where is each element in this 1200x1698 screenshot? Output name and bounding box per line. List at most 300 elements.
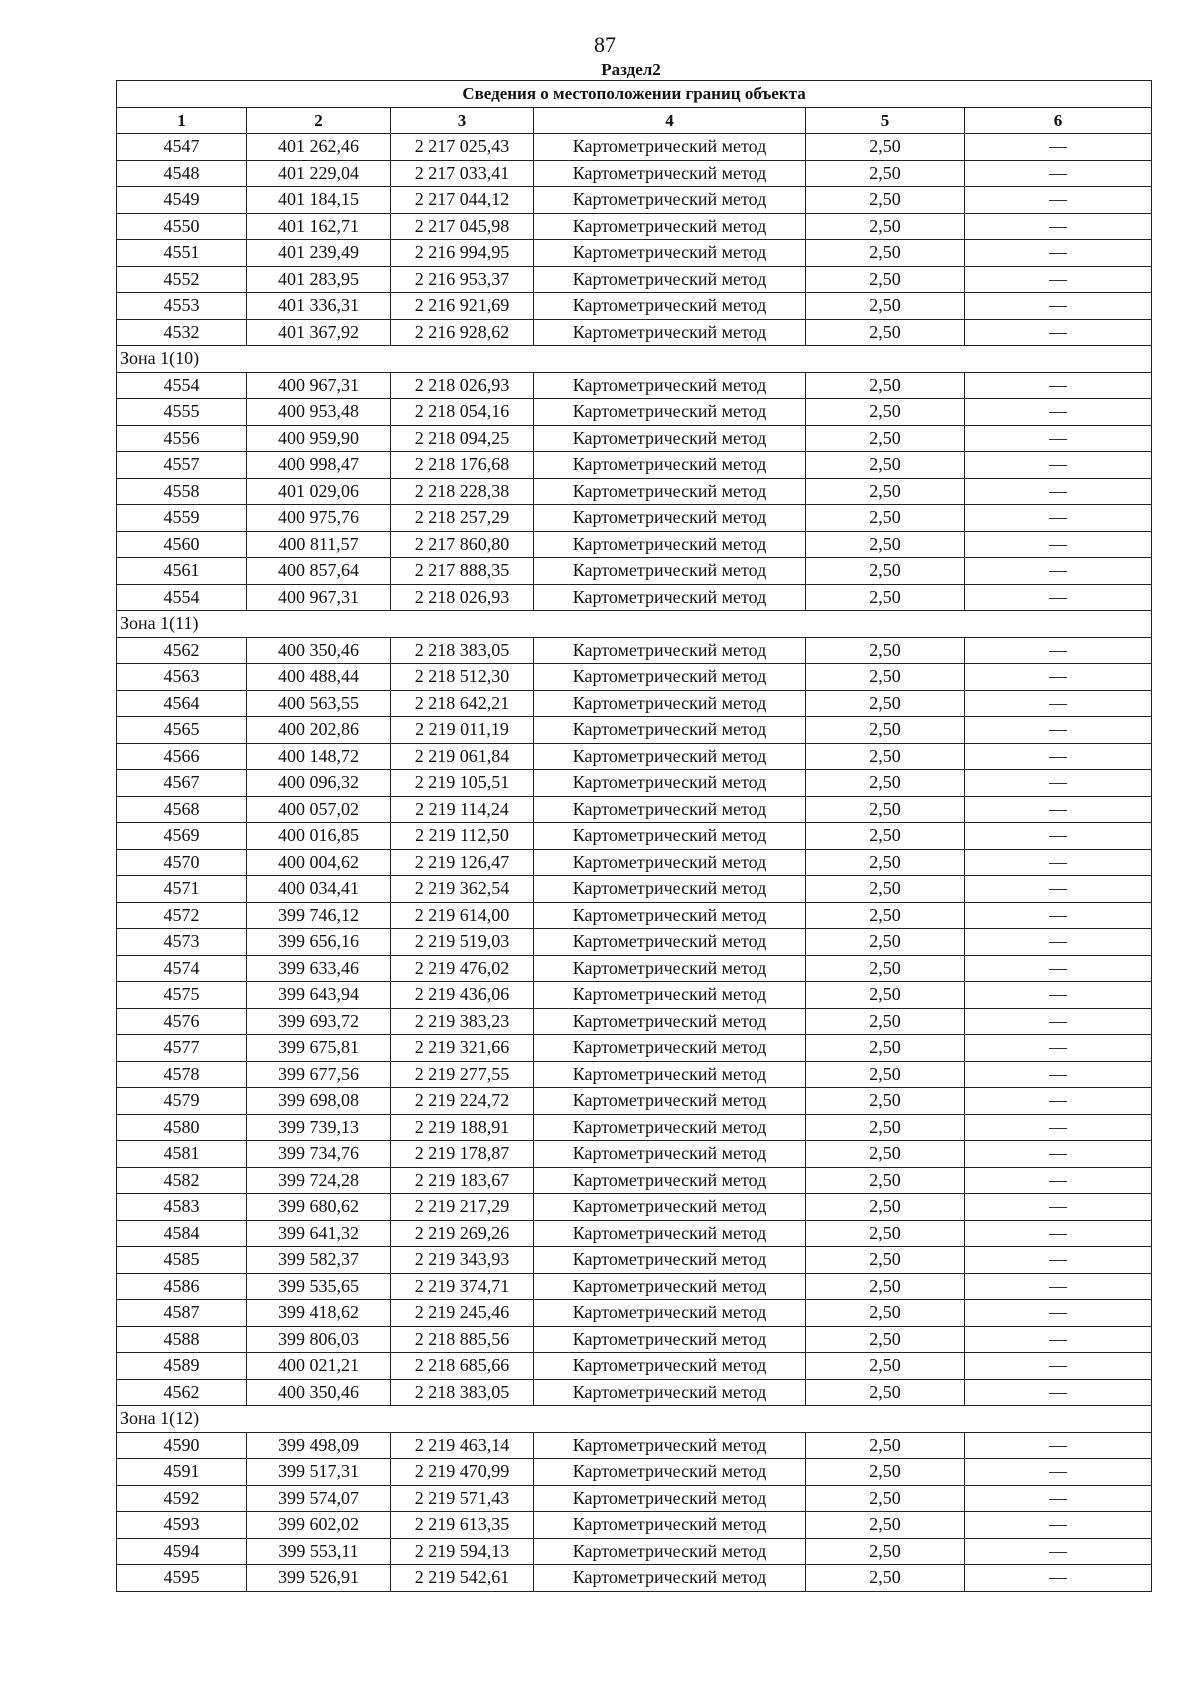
table-row [117, 982, 1152, 1009]
coord-x-cell: 399 517,31 [247, 1459, 391, 1486]
description-cell: — [965, 743, 1152, 770]
description-cell: — [965, 266, 1152, 293]
point-number-cell: 4549 [117, 187, 247, 214]
accuracy-cell: 2,50 [806, 1485, 965, 1512]
description-cell: — [965, 902, 1152, 929]
method-cell: Картометрический метод [534, 770, 806, 797]
table-row [117, 399, 1152, 426]
coord-y-cell: 2 219 383,23 [391, 1008, 534, 1035]
coord-x-cell: 399 746,12 [247, 902, 391, 929]
coord-x-cell: 399 698,08 [247, 1088, 391, 1115]
table-row [117, 823, 1152, 850]
coord-y-cell: 2 219 061,84 [391, 743, 534, 770]
table-row [117, 319, 1152, 346]
accuracy-cell: 2,50 [806, 929, 965, 956]
coord-x-cell: 399 574,07 [247, 1485, 391, 1512]
point-number-cell: 4570 [117, 849, 247, 876]
description-cell: — [965, 664, 1152, 691]
point-number-cell: 4579 [117, 1088, 247, 1115]
point-number-cell: 4559 [117, 505, 247, 532]
coord-x-cell: 399 643,94 [247, 982, 391, 1009]
method-cell: Картометрический метод [534, 452, 806, 479]
table-row [117, 1194, 1152, 1221]
table-row [117, 1432, 1152, 1459]
method-cell: Картометрический метод [534, 1353, 806, 1380]
method-cell: Картометрический метод [534, 1061, 806, 1088]
description-cell: — [965, 160, 1152, 187]
coord-y-cell: 2 219 463,14 [391, 1432, 534, 1459]
point-number-cell: 4585 [117, 1247, 247, 1274]
coord-y-cell: 2 216 928,62 [391, 319, 534, 346]
coord-y-cell: 2 219 114,24 [391, 796, 534, 823]
table-row [117, 690, 1152, 717]
coord-y-cell: 2 217 045,98 [391, 213, 534, 240]
accuracy-cell: 2,50 [806, 1167, 965, 1194]
point-number-cell: 4554 [117, 372, 247, 399]
coordinates-table [116, 80, 1152, 1592]
description-cell: — [965, 1326, 1152, 1353]
point-number-cell: 4548 [117, 160, 247, 187]
column-header-5: 5 [806, 108, 965, 134]
table-row [117, 160, 1152, 187]
method-cell: Картометрический метод [534, 425, 806, 452]
description-cell: — [965, 1512, 1152, 1539]
coord-y-cell: 2 217 033,41 [391, 160, 534, 187]
accuracy-cell: 2,50 [806, 955, 965, 982]
accuracy-cell: 2,50 [806, 134, 965, 161]
coord-y-cell: 2 218 642,21 [391, 690, 534, 717]
description-cell: — [965, 717, 1152, 744]
point-number-cell: 4557 [117, 452, 247, 479]
description-cell: — [965, 1379, 1152, 1406]
description-cell: — [965, 1353, 1152, 1380]
coord-x-cell: 399 734,76 [247, 1141, 391, 1168]
accuracy-cell: 2,50 [806, 1008, 965, 1035]
coord-y-cell: 2 219 343,93 [391, 1247, 534, 1274]
table-row [117, 876, 1152, 903]
coord-x-cell: 401 283,95 [247, 266, 391, 293]
coord-y-cell: 2 219 011,19 [391, 717, 534, 744]
description-cell: — [965, 213, 1152, 240]
table-body [117, 134, 1152, 1592]
method-cell: Картометрический метод [534, 1432, 806, 1459]
coord-x-cell: 399 582,37 [247, 1247, 391, 1274]
coord-x-cell: 400 202,86 [247, 717, 391, 744]
table-row [117, 1300, 1152, 1327]
accuracy-cell: 2,50 [806, 319, 965, 346]
description-cell: — [965, 558, 1152, 585]
method-cell: Картометрический метод [534, 1300, 806, 1327]
coord-x-cell: 399 602,02 [247, 1512, 391, 1539]
coord-y-cell: 2 217 025,43 [391, 134, 534, 161]
method-cell: Картометрический метод [534, 505, 806, 532]
description-cell: — [965, 849, 1152, 876]
method-cell: Картометрический метод [534, 1220, 806, 1247]
table-row [117, 796, 1152, 823]
coord-x-cell: 399 724,28 [247, 1167, 391, 1194]
accuracy-cell: 2,50 [806, 1300, 965, 1327]
coord-y-cell: 2 218 383,05 [391, 637, 534, 664]
coord-x-cell: 399 498,09 [247, 1432, 391, 1459]
point-number-cell: 4591 [117, 1459, 247, 1486]
coord-y-cell: 2 218 512,30 [391, 664, 534, 691]
description-cell: — [965, 1220, 1152, 1247]
point-number-cell: 4564 [117, 690, 247, 717]
table-row [117, 1326, 1152, 1353]
point-number-cell: 4576 [117, 1008, 247, 1035]
point-number-cell: 4561 [117, 558, 247, 585]
coord-y-cell: 2 216 921,69 [391, 293, 534, 320]
description-cell: — [965, 1088, 1152, 1115]
point-number-cell: 4562 [117, 637, 247, 664]
point-number-cell: 4568 [117, 796, 247, 823]
coord-x-cell: 400 016,85 [247, 823, 391, 850]
method-cell: Картометрический метод [534, 187, 806, 214]
accuracy-cell: 2,50 [806, 372, 965, 399]
coord-y-cell: 2 218 026,93 [391, 584, 534, 611]
accuracy-cell: 2,50 [806, 770, 965, 797]
description-cell: — [965, 1194, 1152, 1221]
coord-x-cell: 401 229,04 [247, 160, 391, 187]
point-number-cell: 4574 [117, 955, 247, 982]
coord-y-cell: 2 217 888,35 [391, 558, 534, 585]
description-cell: — [965, 399, 1152, 426]
point-number-cell: 4593 [117, 1512, 247, 1539]
point-number-cell: 4560 [117, 531, 247, 558]
description-cell: — [965, 425, 1152, 452]
coord-x-cell: 400 998,47 [247, 452, 391, 479]
point-number-cell: 4590 [117, 1432, 247, 1459]
method-cell: Картометрический метод [534, 1194, 806, 1221]
coord-x-cell: 400 350,46 [247, 1379, 391, 1406]
table-row [117, 1565, 1152, 1592]
method-cell: Картометрический метод [534, 531, 806, 558]
coord-x-cell: 399 806,03 [247, 1326, 391, 1353]
table-row [117, 187, 1152, 214]
description-cell: — [965, 531, 1152, 558]
point-number-cell: 4551 [117, 240, 247, 267]
accuracy-cell: 2,50 [806, 160, 965, 187]
accuracy-cell: 2,50 [806, 1247, 965, 1274]
coord-x-cell: 400 811,57 [247, 531, 391, 558]
point-number-cell: 4565 [117, 717, 247, 744]
description-cell: — [965, 1485, 1152, 1512]
table-row [117, 1167, 1152, 1194]
coord-y-cell: 2 218 228,38 [391, 478, 534, 505]
column-header-3: 3 [391, 108, 534, 134]
accuracy-cell: 2,50 [806, 823, 965, 850]
coord-y-cell: 2 219 470,99 [391, 1459, 534, 1486]
coord-x-cell: 399 680,62 [247, 1194, 391, 1221]
coord-x-cell: 400 975,76 [247, 505, 391, 532]
coord-y-cell: 2 219 362,54 [391, 876, 534, 903]
description-cell: — [965, 690, 1152, 717]
point-number-cell: 4594 [117, 1538, 247, 1565]
method-cell: Картометрический метод [534, 955, 806, 982]
table-row [117, 770, 1152, 797]
table-row [117, 743, 1152, 770]
method-cell: Картометрический метод [534, 982, 806, 1009]
method-cell: Картометрический метод [534, 664, 806, 691]
page-number: 87 [594, 32, 616, 57]
description-cell: — [965, 240, 1152, 267]
accuracy-cell: 2,50 [806, 478, 965, 505]
description-cell: — [965, 1459, 1152, 1486]
table-row [117, 1485, 1152, 1512]
point-number-cell: 4584 [117, 1220, 247, 1247]
description-cell: — [965, 1167, 1152, 1194]
point-number-cell: 4562 [117, 1379, 247, 1406]
description-cell: — [965, 823, 1152, 850]
coord-y-cell: 2 219 224,72 [391, 1088, 534, 1115]
description-cell: — [965, 796, 1152, 823]
coord-y-cell: 2 219 614,00 [391, 902, 534, 929]
table-row [117, 1353, 1152, 1380]
column-header-4: 4 [534, 108, 806, 134]
description-cell: — [965, 187, 1152, 214]
zone-row [117, 1406, 1152, 1433]
point-number-cell: 4552 [117, 266, 247, 293]
table-row [117, 929, 1152, 956]
table-row [117, 478, 1152, 505]
table-row [117, 1088, 1152, 1115]
table-row [117, 955, 1152, 982]
method-cell: Картометрический метод [534, 849, 806, 876]
point-number-cell: 4572 [117, 902, 247, 929]
coord-x-cell: 401 029,06 [247, 478, 391, 505]
method-cell: Картометрический метод [534, 478, 806, 505]
accuracy-cell: 2,50 [806, 558, 965, 585]
point-number-cell: 4556 [117, 425, 247, 452]
coord-x-cell: 400 967,31 [247, 372, 391, 399]
accuracy-cell: 2,50 [806, 425, 965, 452]
accuracy-cell: 2,50 [806, 584, 965, 611]
coord-y-cell: 2 219 217,29 [391, 1194, 534, 1221]
accuracy-cell: 2,50 [806, 664, 965, 691]
table-row [117, 1459, 1152, 1486]
point-number-cell: 4580 [117, 1114, 247, 1141]
coord-y-cell: 2 219 188,91 [391, 1114, 534, 1141]
coord-y-cell: 2 218 885,56 [391, 1326, 534, 1353]
table-row [117, 134, 1152, 161]
table-row [117, 849, 1152, 876]
method-cell: Картометрический метод [534, 213, 806, 240]
coord-y-cell: 2 219 436,06 [391, 982, 534, 1009]
method-cell: Картометрический метод [534, 743, 806, 770]
table-row [117, 1512, 1152, 1539]
coord-x-cell: 400 857,64 [247, 558, 391, 585]
method-cell: Картометрический метод [534, 637, 806, 664]
coord-x-cell: 400 057,02 [247, 796, 391, 823]
method-cell: Картометрический метод [534, 266, 806, 293]
coord-x-cell: 400 967,31 [247, 584, 391, 611]
description-cell: — [965, 1273, 1152, 1300]
section-title: Раздел2 [601, 60, 661, 79]
table-title: Сведения о местоположении границ объекта [117, 81, 1152, 108]
method-cell: Картометрический метод [534, 160, 806, 187]
coord-x-cell: 400 034,41 [247, 876, 391, 903]
coord-y-cell: 2 218 257,29 [391, 505, 534, 532]
accuracy-cell: 2,50 [806, 982, 965, 1009]
method-cell: Картометрический метод [534, 558, 806, 585]
coord-x-cell: 399 418,62 [247, 1300, 391, 1327]
point-number-cell: 4558 [117, 478, 247, 505]
coord-y-cell: 2 219 571,43 [391, 1485, 534, 1512]
coord-y-cell: 2 219 277,55 [391, 1061, 534, 1088]
method-cell: Картометрический метод [534, 584, 806, 611]
table-row [117, 240, 1152, 267]
table-row [117, 1247, 1152, 1274]
accuracy-cell: 2,50 [806, 690, 965, 717]
table-row [117, 1114, 1152, 1141]
accuracy-cell: 2,50 [806, 1512, 965, 1539]
table-row [117, 1141, 1152, 1168]
method-cell: Картометрический метод [534, 1485, 806, 1512]
method-cell: Картометрический метод [534, 1538, 806, 1565]
coord-y-cell: 2 219 105,51 [391, 770, 534, 797]
description-cell: — [965, 478, 1152, 505]
table-row [117, 452, 1152, 479]
point-number-cell: 4581 [117, 1141, 247, 1168]
coord-y-cell: 2 217 860,80 [391, 531, 534, 558]
method-cell: Картометрический метод [534, 372, 806, 399]
accuracy-cell: 2,50 [806, 717, 965, 744]
coord-y-cell: 2 217 044,12 [391, 187, 534, 214]
method-cell: Картометрический метод [534, 823, 806, 850]
accuracy-cell: 2,50 [806, 1326, 965, 1353]
coord-y-cell: 2 218 176,68 [391, 452, 534, 479]
table-row [117, 505, 1152, 532]
coord-y-cell: 2 218 685,66 [391, 1353, 534, 1380]
description-cell: — [965, 293, 1152, 320]
coord-y-cell: 2 218 054,16 [391, 399, 534, 426]
column-header-6: 6 [965, 108, 1152, 134]
description-cell: — [965, 1035, 1152, 1062]
coord-x-cell: 401 184,15 [247, 187, 391, 214]
description-cell: — [965, 134, 1152, 161]
description-cell: — [965, 584, 1152, 611]
coord-y-cell: 2 219 519,03 [391, 929, 534, 956]
point-number-cell: 4563 [117, 664, 247, 691]
description-cell: — [965, 1247, 1152, 1274]
zone-label: Зона 1(12) [117, 1406, 1152, 1433]
point-number-cell: 4575 [117, 982, 247, 1009]
accuracy-cell: 2,50 [806, 743, 965, 770]
accuracy-cell: 2,50 [806, 1194, 965, 1221]
coord-y-cell: 2 218 383,05 [391, 1379, 534, 1406]
point-number-cell: 4588 [117, 1326, 247, 1353]
column-header-1: 1 [117, 108, 247, 134]
coord-y-cell: 2 219 245,46 [391, 1300, 534, 1327]
accuracy-cell: 2,50 [806, 531, 965, 558]
coord-x-cell: 401 162,71 [247, 213, 391, 240]
method-cell: Картометрический метод [534, 319, 806, 346]
method-cell: Картометрический метод [534, 796, 806, 823]
coord-x-cell: 400 096,32 [247, 770, 391, 797]
accuracy-cell: 2,50 [806, 266, 965, 293]
description-cell: — [965, 1432, 1152, 1459]
coord-y-cell: 2 219 321,66 [391, 1035, 534, 1062]
point-number-cell: 4587 [117, 1300, 247, 1327]
accuracy-cell: 2,50 [806, 213, 965, 240]
description-cell: — [965, 982, 1152, 1009]
accuracy-cell: 2,50 [806, 187, 965, 214]
description-cell: — [965, 1141, 1152, 1168]
coord-x-cell: 400 148,72 [247, 743, 391, 770]
method-cell: Картометрический метод [534, 1379, 806, 1406]
description-cell: — [965, 452, 1152, 479]
description-cell: — [965, 319, 1152, 346]
coord-x-cell: 399 677,56 [247, 1061, 391, 1088]
table-row [117, 902, 1152, 929]
point-number-cell: 4555 [117, 399, 247, 426]
coord-x-cell: 399 656,16 [247, 929, 391, 956]
table-row [117, 1220, 1152, 1247]
method-cell: Картометрический метод [534, 1512, 806, 1539]
point-number-cell: 4550 [117, 213, 247, 240]
point-number-cell: 4532 [117, 319, 247, 346]
coord-x-cell: 399 739,13 [247, 1114, 391, 1141]
table-row [117, 425, 1152, 452]
accuracy-cell: 2,50 [806, 637, 965, 664]
coord-x-cell: 399 633,46 [247, 955, 391, 982]
coord-x-cell: 400 488,44 [247, 664, 391, 691]
accuracy-cell: 2,50 [806, 505, 965, 532]
accuracy-cell: 2,50 [806, 1379, 965, 1406]
point-number-cell: 4578 [117, 1061, 247, 1088]
coord-x-cell: 400 959,90 [247, 425, 391, 452]
coord-x-cell: 400 953,48 [247, 399, 391, 426]
point-number-cell: 4583 [117, 1194, 247, 1221]
coord-y-cell: 2 219 126,47 [391, 849, 534, 876]
coord-y-cell: 2 219 374,71 [391, 1273, 534, 1300]
method-cell: Картометрический метод [534, 1565, 806, 1592]
accuracy-cell: 2,50 [806, 1088, 965, 1115]
accuracy-cell: 2,50 [806, 1114, 965, 1141]
coord-x-cell: 401 367,92 [247, 319, 391, 346]
description-cell: — [965, 955, 1152, 982]
coord-y-cell: 2 219 542,61 [391, 1565, 534, 1592]
method-cell: Картометрический метод [534, 1088, 806, 1115]
coord-x-cell: 400 350,46 [247, 637, 391, 664]
point-number-cell: 4571 [117, 876, 247, 903]
table-row [117, 531, 1152, 558]
method-cell: Картометрический метод [534, 717, 806, 744]
description-cell: — [965, 929, 1152, 956]
description-cell: — [965, 372, 1152, 399]
table-row [117, 664, 1152, 691]
coord-y-cell: 2 219 594,13 [391, 1538, 534, 1565]
accuracy-cell: 2,50 [806, 399, 965, 426]
coord-y-cell: 2 216 994,95 [391, 240, 534, 267]
method-cell: Картометрический метод [534, 1459, 806, 1486]
table-row [117, 372, 1152, 399]
coord-x-cell: 399 553,11 [247, 1538, 391, 1565]
coord-x-cell: 400 563,55 [247, 690, 391, 717]
table-row [117, 266, 1152, 293]
table-row [117, 717, 1152, 744]
table-row [117, 213, 1152, 240]
zone-label: Зона 1(11) [117, 611, 1152, 638]
coord-y-cell: 2 218 026,93 [391, 372, 534, 399]
accuracy-cell: 2,50 [806, 1061, 965, 1088]
coord-x-cell: 399 693,72 [247, 1008, 391, 1035]
table-row [117, 1273, 1152, 1300]
coord-y-cell: 2 219 613,35 [391, 1512, 534, 1539]
accuracy-cell: 2,50 [806, 876, 965, 903]
point-number-cell: 4582 [117, 1167, 247, 1194]
accuracy-cell: 2,50 [806, 1432, 965, 1459]
